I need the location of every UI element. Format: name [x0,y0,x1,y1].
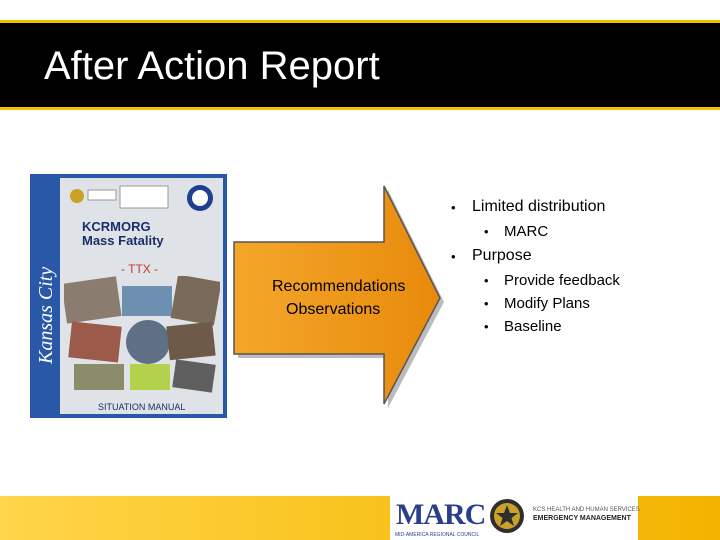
arrow-label-recommendations: Recommendations [272,278,406,295]
sub-bullet-modify-plans: Modify Plans [504,295,590,312]
sub-bullet-marc: MARC [504,223,549,240]
cover-manual-label: SITUATION MANUAL [98,402,186,412]
svg-text:Kansas City: Kansas City [35,266,57,364]
page-number: 24 [680,480,693,492]
cover-title-line1: KCRMORG [82,219,151,234]
cover-logos [68,184,218,214]
emergency-management-seal-icon [487,496,527,536]
bullet-limited-distribution: Limited distribution [472,198,606,215]
bullet-dot: • [484,224,489,239]
cover-ttx: - TTX - [121,262,159,276]
cover-side-text [30,174,60,418]
slide-title: After Action Report [44,44,380,88]
orange-arrow [230,182,450,412]
bullet-dot: • [484,273,489,288]
cover-title-line2: Mass Fatality [82,233,164,248]
bullet-dot: • [451,200,456,215]
bullet-dot: • [484,319,489,334]
sub-bullet-baseline: Baseline [504,318,562,335]
bullet-purpose: Purpose [472,247,532,264]
bullet-dot: • [484,296,489,311]
cover-photo-collage [64,276,220,396]
em-logo-line1: KCS HEALTH AND HUMAN SERVICES [533,507,640,513]
marc-logo: MARC [396,498,486,531]
sub-bullet-provide-feedback: Provide feedback [504,272,620,289]
bullet-dot: • [451,249,456,264]
top-margin [0,0,720,20]
arrow-label-observations: Observations [286,301,381,318]
marc-logo-subtitle: MID-AMERICA REGIONAL COUNCIL [395,532,480,538]
em-logo-line2: EMERGENCY MANAGEMENT [533,515,631,522]
